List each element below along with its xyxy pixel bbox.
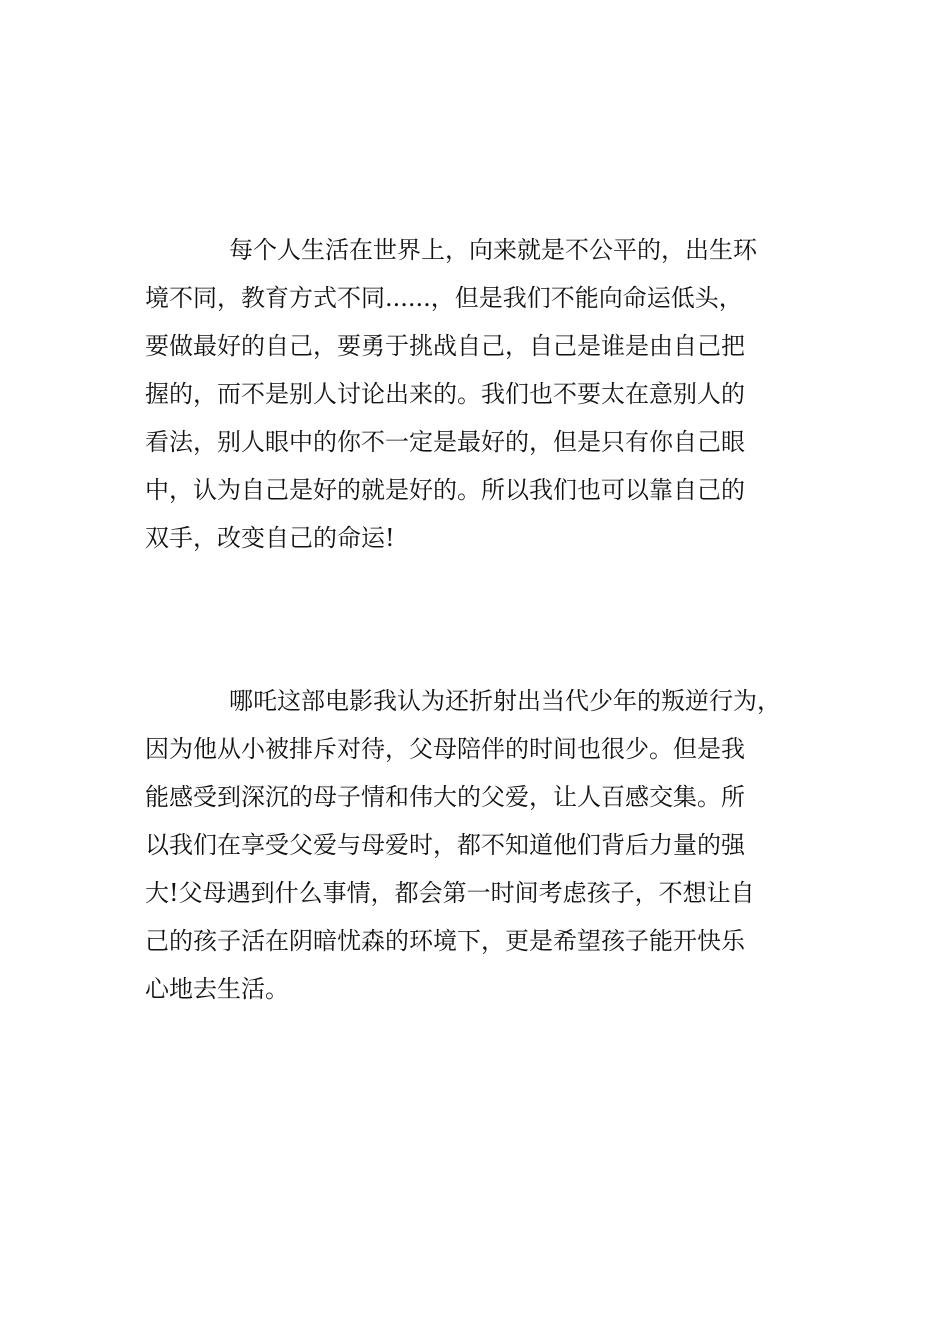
paragraph-2-line-7: 心地去生活。: [145, 975, 289, 1003]
paragraph-1-line-4: 握的，而不是别人讨论出来的。我们也不要太在意别人的: [145, 380, 745, 408]
paragraph-1-line-2: 境不同，教育方式不同......，但是我们不能向命运低头，: [145, 284, 743, 312]
paragraph-1-line-6: 中，认为自己是好的就是好的。所以我们也可以靠自己的: [145, 476, 745, 504]
paragraph-1: [145, 226, 825, 562]
paragraph-2-line-2: 因为他从小被排斥对待，父母陪伴的时间也很少。但是我: [145, 735, 745, 763]
paragraph-1-line-3: 要做最好的自己，要勇于挑战自己，自己是谁是由自己把: [145, 332, 745, 360]
paragraph-1-line-5: 看法，别人眼中的你不一定是最好的，但是只有你自己眼: [145, 428, 745, 456]
paragraph-2-line-3: 能感受到深沉的母子情和伟大的父爱，让人百感交集。所: [145, 783, 745, 811]
paragraph-2-line-6: 己的孩子活在阴暗忧森的环境下，更是希望孩子能开快乐: [145, 927, 745, 955]
paragraph-1-line-1: 每个人生活在世界上，向来就是不公平的，出生环: [229, 236, 757, 264]
paragraph-2: [145, 677, 825, 1013]
paragraph-2-line-1: 哪吒这部电影我认为还折射出当代少年的叛逆行为，: [229, 687, 781, 715]
paragraph-2-line-4: 以我们在享受父爱与母爱时，都不知道他们背后力量的强: [145, 831, 745, 859]
paragraph-2-line-5: 大!父母遇到什么事情，都会第一时间考虑孩子，不想让自: [145, 879, 755, 907]
paragraph-1-line-7: 双手，改变自己的命运!: [145, 524, 395, 552]
